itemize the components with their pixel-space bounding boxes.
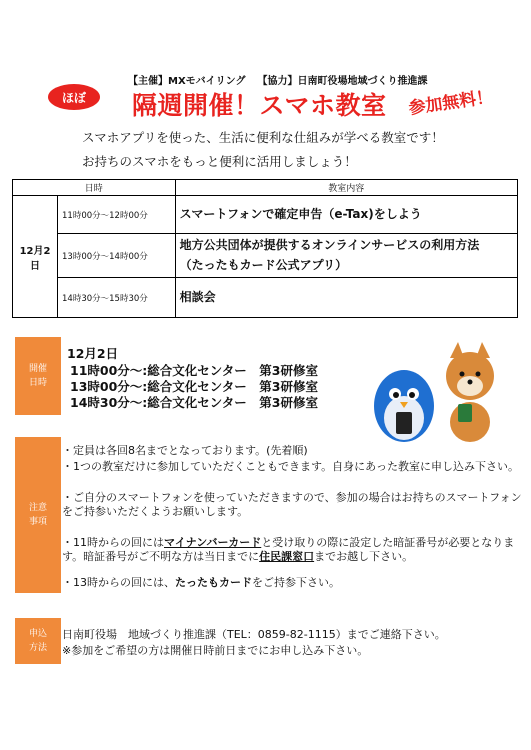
table-row — [13, 196, 518, 234]
note-1: ・定員は各回8名までとなっております。(先着順) — [62, 444, 308, 457]
table-row — [13, 278, 518, 318]
time-cell: 11時00分～12時00分 — [58, 196, 176, 234]
dog-icon — [446, 342, 494, 442]
content-cell — [175, 234, 517, 278]
header-content: 教室内容 — [175, 180, 517, 196]
penguin-icon — [374, 370, 434, 442]
table-header-row — [13, 180, 518, 196]
organizer: 【主催】MXモバイリング — [128, 76, 246, 87]
tattamo-card: たったもカード — [175, 576, 252, 589]
content-cell: スマートフォンで確定申告（e-Tax)をしよう — [175, 196, 517, 234]
content-cell: 相談会 — [175, 278, 517, 318]
schedule-table — [12, 179, 518, 318]
resident-window: 住民課窓口 — [259, 550, 315, 564]
free-label: 参加無料！ — [407, 87, 495, 119]
page-title: 隔週開催！スマホ教室 — [132, 91, 387, 120]
apply-line-1: 日南町役場 地域づくり推進課（TEL：0859-82-1115）までご連絡下さい。 — [62, 628, 446, 641]
mynumber-card: マイナンバーカード — [164, 536, 262, 549]
intro-line-1: スマホアプリを使った、生活に便利な仕組みが学べる教室です！ — [82, 130, 444, 145]
time-cell: 13時00分～14時00分 — [58, 234, 176, 278]
intro-line-2: お持ちのスマホをもっと便利に活用しましょう！ — [82, 154, 357, 169]
content-line: （たったもカード公式アプリ） — [179, 257, 348, 272]
note-3: ・ご自分のスマートフォンを使っていただきますので、参加の場合はお持ちのスマートフォンをご持参いただくようお願いします。 — [62, 491, 522, 519]
sponsor-line — [128, 72, 427, 87]
hobo-badge: ほぼ — [48, 84, 100, 110]
header-datetime: 日時 — [13, 180, 176, 196]
event-date: 12月2日 — [67, 346, 119, 361]
content-line: 地方公共団体が提供するオンラインサービスの利用方法 — [179, 238, 480, 253]
time-cell: 14時30分～15時30分 — [58, 278, 176, 318]
session-line: 13時00分～:総合文化センター 第3研修室 — [70, 379, 318, 394]
note-5: ・13時からの回には、たったもカードをご持参下さい。 — [62, 576, 340, 589]
table-row — [13, 234, 518, 278]
session-line: 14時30分～:総合文化センター 第3研修室 — [70, 395, 318, 410]
session-line: 11時00分～:総合文化センター 第3研修室 — [70, 363, 318, 378]
day-cell: 12月2日 — [13, 196, 58, 318]
datetime-label: 開催 日時 — [15, 337, 61, 415]
notes-label: 注意 事項 — [15, 437, 61, 593]
note-4: ・11時からの回にはマイナンバーカードと受け取りの際に設定した暗証番号が必要となります。暗証番号がご不明な方は当日までに住民課窓口までお越し下さい。 — [62, 536, 515, 564]
cooperation: 【協力】日南町役場地域づくり推進課 — [257, 76, 428, 87]
note-2: ・1つの教室だけに参加していただくこともできます。自身にあった教室に申し込み下さい。 — [62, 460, 520, 473]
apply-label: 申込 方法 — [15, 618, 61, 664]
mascot-illustration — [362, 336, 512, 446]
apply-line-2: ※参加をご希望の方は開催日時前日までにお申し込み下さい。 — [62, 644, 369, 657]
